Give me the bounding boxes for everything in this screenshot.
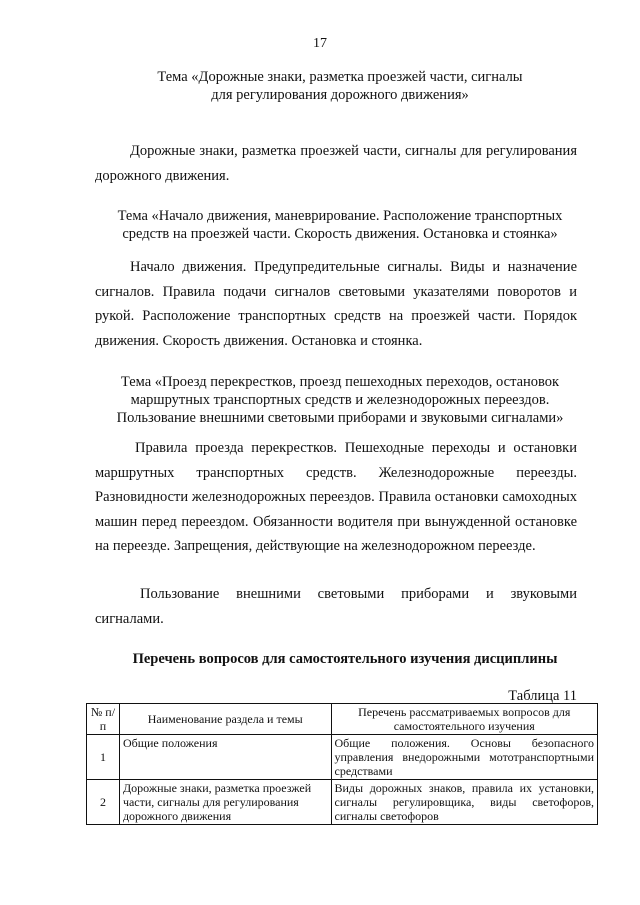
table-header-row [87,704,598,735]
row-questions: Общие положения. Основы безопасного управления внедорожными мототранспортными средствами [331,735,598,780]
row-section: Общие положения [119,735,331,780]
theme-title-3-line-3: Пользование внешними световыми приборами и звуковыми сигналами» [116,410,564,426]
questions-table [86,703,598,825]
row-questions: Виды дорожных знаков, правила их установки, сигналы регулировщика, виды светофоров, сигналы светофоров [331,780,598,825]
theme-title-3-line-2: маршрутных транспортных средств и железнодорожных переездов. [130,392,550,408]
row-number: 1 [87,735,120,780]
theme-title-2-line-2: средств на проезжей части. Скорость движения. Остановка и стоянка» [122,226,558,242]
section-heading: Перечень вопросов для самостоятельного изучения дисциплины [132,651,558,667]
table-caption: Таблица 11 [508,688,577,704]
page-number: 17 [313,36,327,51]
header-questions: Перечень рассматриваемых вопросов для самостоятельного изучения [331,704,598,735]
theme-title-2-line-1: Тема «Начало движения, маневрирование. Расположение транспортных [117,208,563,224]
theme-title-3-line-1: Тема «Проезд перекрестков, проезд пешеходных переходов, остановок [120,374,560,390]
header-section: Наименование раздела и темы [119,704,331,735]
paragraph-1: Дорожные знаки, разметка проезжей части, сигналы для регулирования дорожного движения. [95,143,577,184]
table-row [87,780,598,825]
paragraph-3: Правила проезда перекрестков. Пешеходные переходы и остановки маршрутных транспортных средств. Железнодорожные переезды. Разновидности железнодорожных переездов. Правила остановки самоходных машин перед переездом. Обязанности водителя при вынужденной остановке на переезде. Запрещения, действующие на железнодорожном переезде. [95,440,577,554]
table-row [87,735,598,780]
theme-title-2 [60,207,620,243]
theme-title-1-line-1: Тема «Дорожные знаки, разметка проезжей части, сигналы [157,69,523,85]
paragraph-2: Начало движения. Предупредительные сигналы. Виды и назначение сигналов. Правила подачи сигналов световыми указателями поворотов и рукой. Расположение транспортных средств на проезжей части. Порядок движения. Скорость движения. Остановка и стоянка. [95,259,577,349]
row-number: 2 [87,780,120,825]
theme-title-1 [60,68,620,104]
header-number: № п/п [87,704,120,735]
row-section: Дорожные знаки, разметка проезжей части, сигналы для регулирования дорожного движения [119,780,331,825]
theme-title-3 [60,373,620,427]
theme-title-1-line-2: для регулирования дорожного движения» [211,87,469,103]
paragraph-4: Пользование внешними световыми приборами и звуковыми сигналами. [95,586,577,627]
